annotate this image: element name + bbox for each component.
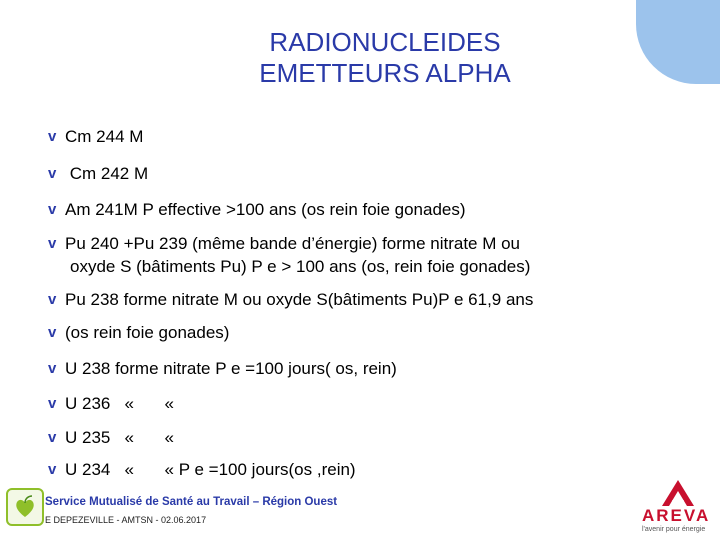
ditto-mark: « — [164, 394, 175, 413]
bullet-icon: v — [48, 324, 57, 341]
slide-title — [150, 27, 620, 89]
isotope-label: U 234 — [65, 460, 111, 479]
bullet-item — [48, 198, 466, 221]
bullet-item — [48, 321, 229, 344]
bullet-icon: v — [48, 235, 57, 252]
bullet-item — [48, 357, 397, 380]
areva-a-icon — [658, 478, 698, 508]
footer-organization: Service Mutualisé de Santé au Travail – Région Ouest — [45, 496, 338, 508]
ditto-mark: « — [124, 428, 135, 447]
bullet-text-continuation: oxyde S (bâtiments Pu) P e > 100 ans (os, rein foie gonades) — [70, 257, 531, 276]
bullet-icon: v — [48, 360, 57, 377]
title-line-1: RADIONUCLEIDES — [269, 27, 501, 57]
bullet-text: U 238 forme nitrate P e =100 jours( os, rein) — [65, 359, 397, 378]
bullet-text: Pu 240 +Pu 239 (même bande d’énergie) forme nitrate M ou — [65, 234, 521, 253]
heart-leaf-icon — [8, 490, 42, 524]
bullet-text: Cm 242 M — [65, 164, 149, 183]
bullet-text: Cm 244 M — [65, 127, 144, 146]
ditto-mark: « — [124, 394, 135, 413]
bullet-icon: v — [48, 395, 57, 412]
bullet-item — [48, 458, 356, 481]
bullet-text: Pu 238 forme nitrate M ou oxyde S(bâtiments Pu)P e 61,9 ans — [65, 290, 534, 309]
bullet-icon: v — [48, 461, 57, 478]
areva-tagline: l'avenir pour énergie — [642, 526, 706, 533]
ditto-mark: « — [164, 428, 175, 447]
isotope-label: U 236 — [65, 394, 111, 413]
bullet-icon: v — [48, 128, 57, 145]
title-line-2: EMETTEURS ALPHA — [259, 58, 511, 88]
health-service-logo — [6, 488, 44, 526]
bullet-icon: v — [48, 291, 57, 308]
bullet-icon: v — [48, 201, 57, 218]
areva-wordmark: AREVA — [642, 506, 711, 525]
footer-author-date: E DEPEZEVILLE - AMTSN - 02.06.2017 — [45, 515, 207, 525]
bullet-item — [48, 288, 533, 311]
bullet-text: (os rein foie gonades) — [65, 323, 230, 342]
bullet-icon: v — [48, 165, 57, 182]
bullet-item — [48, 125, 143, 148]
bullet-text: Am 241M P effective >100 ans (os rein foie gonades) — [65, 200, 466, 219]
bullet-item — [48, 392, 174, 415]
ditto-mark: « — [124, 460, 135, 479]
bullet-item — [48, 426, 174, 449]
bullet-item — [48, 162, 148, 185]
bullet-item — [48, 232, 530, 278]
bullet-text: « P e =100 jours(os ,rein) — [164, 460, 356, 479]
bullet-icon: v — [48, 429, 57, 446]
corner-decoration — [636, 0, 720, 84]
areva-logo — [634, 478, 720, 540]
isotope-label: U 235 — [65, 428, 111, 447]
